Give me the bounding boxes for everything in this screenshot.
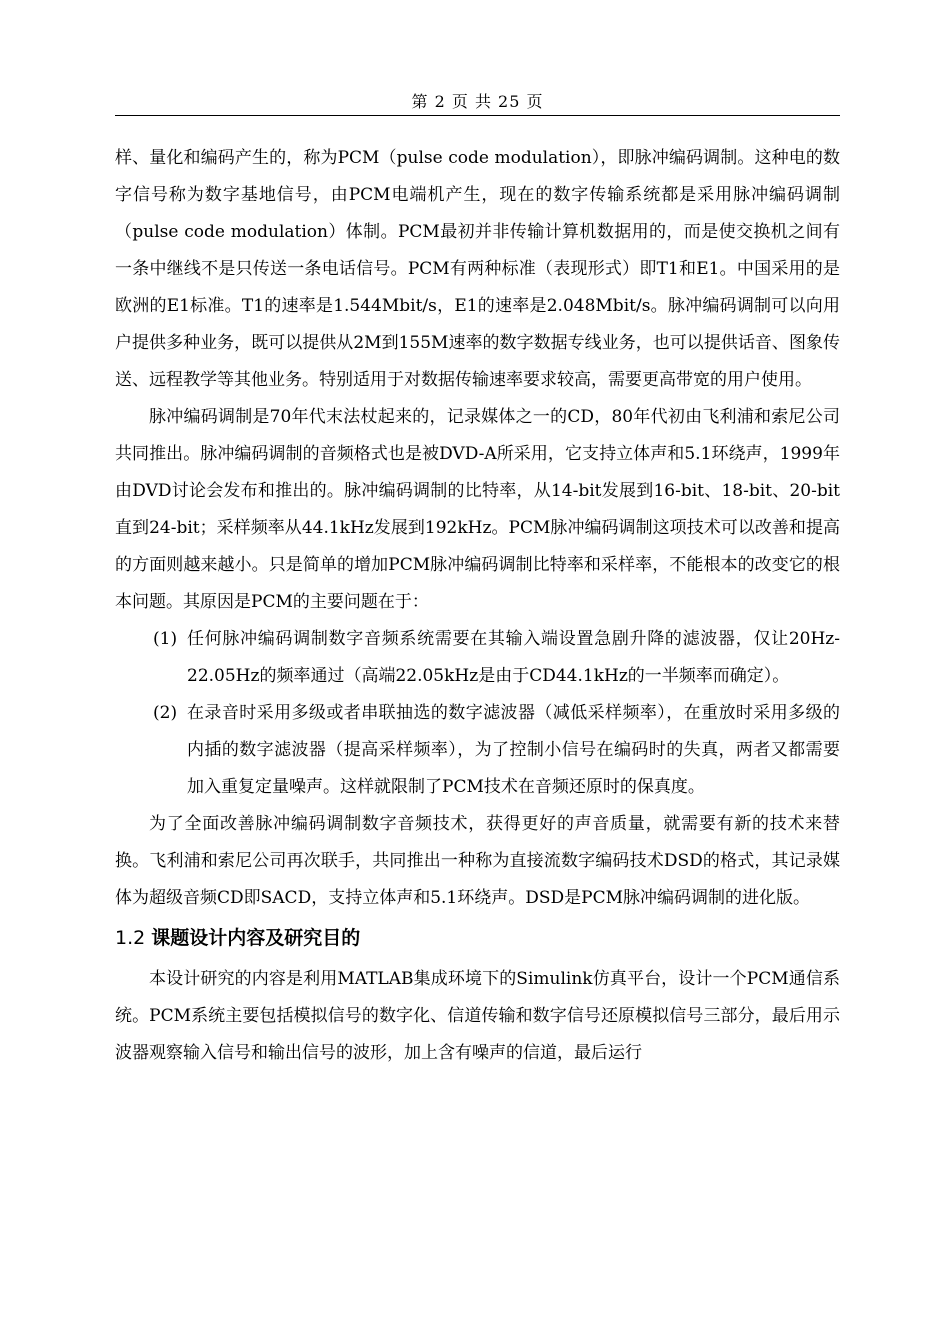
section-title: 课题设计内容及研究目的 <box>151 927 361 949</box>
list-item-text: 任何脉冲编码调制数字音频系统需要在其输入端设置急剧升降的滤波器，仅让20Hz-22.05Hz的频率通过（高端22.05kHz是由于CD44.1kHz的一半频率而确定）。 <box>187 629 840 686</box>
list-item <box>115 695 840 806</box>
body-text <box>115 140 840 1072</box>
section-heading <box>115 917 840 961</box>
list-item-text: 在录音时采用多级或者串联抽选的数字滤波器（减低采样频率），在重放时采用多级的内插的数字滤波器（提高采样频率），为了控制小信号在编码时的失真，两者又都需要加入重复定量噪声。这样就限制了PCM技术在音频还原时的保真度。 <box>187 703 840 797</box>
list-item-number: (1) <box>153 629 178 649</box>
page-number-label: 第 2 页 共 25 页 <box>411 92 544 111</box>
paragraph-continued: 样、量化和编码产生的，称为PCM（pulse code modulation），即脉冲编码调制。这种电的数字信号称为数字基地信号，由PCM电端机产生，现在的数字传输系统都是采用脉冲编码调制（pulse code modulation）体制。PCM最初并非传输计算机数据用的，而是使交换机之间有一条中继线不是只传送一条电话信号。PCM有两种标准（表现形式）即T1和E1。中国采用的是欧洲的E1标准。T1的速率是1.544Mbit/s，E1的速率是2.048Mbit/s。脉冲编码调制可以向用户提供多种业务，既可以提供从2M到155M速率的数字数据专线业务，也可以提供话音、图象传送、远程教学等其他业务。特别适用于对数据传输速率要求较高，需要更高带宽的用户使用。 <box>115 148 840 390</box>
list-item-number: (2) <box>153 703 178 723</box>
paragraph-pcm-history: 脉冲编码调制是70年代末法杖起来的，记录媒体之一的CD，80年代初由飞利浦和索尼公司共同推出。脉冲编码调制的音频格式也是被DVD-A所采用，它支持立体声和5.1环绕声，1999年由DVD讨论会发布和推出的。脉冲编码调制的比特率，从14-bit发展到16-bit、18-bit、20-bit直到24-bit；采样频率从44.1kHz发展到192kHz。PCM脉冲编码调制这项技术可以改善和提高的方面则越来越小。只是简单的增加PCM脉冲编码调制比特率和采样率，不能根本的改变它的根本问题。其原因是PCM的主要问题在于： <box>115 407 840 612</box>
paragraph-dsd: 为了全面改善脉冲编码调制数字音频技术，获得更好的声音质量，就需要有新的技术来替换。飞利浦和索尼公司再次联手，共同推出一种称为直接流数字编码技术DSD的格式，其记录媒体为超级音频CD即SACD，支持立体声和5.1环绕声。DSD是PCM脉冲编码调制的进化版。 <box>115 814 840 908</box>
page-header <box>115 90 840 114</box>
list-item <box>115 621 840 695</box>
header-divider <box>115 115 840 116</box>
paragraph-design-content: 本设计研究的内容是利用MATLAB集成环境下的Simulink仿真平台，设计一个PCM通信系统。PCM系统主要包括模拟信号的数字化、信道传输和数字信号还原模拟信号三部分，最后用示波器观察输入信号和输出信号的波形，加上含有噪声的信道，最后运行 <box>115 969 840 1063</box>
section-number: 1.2 <box>115 927 146 949</box>
